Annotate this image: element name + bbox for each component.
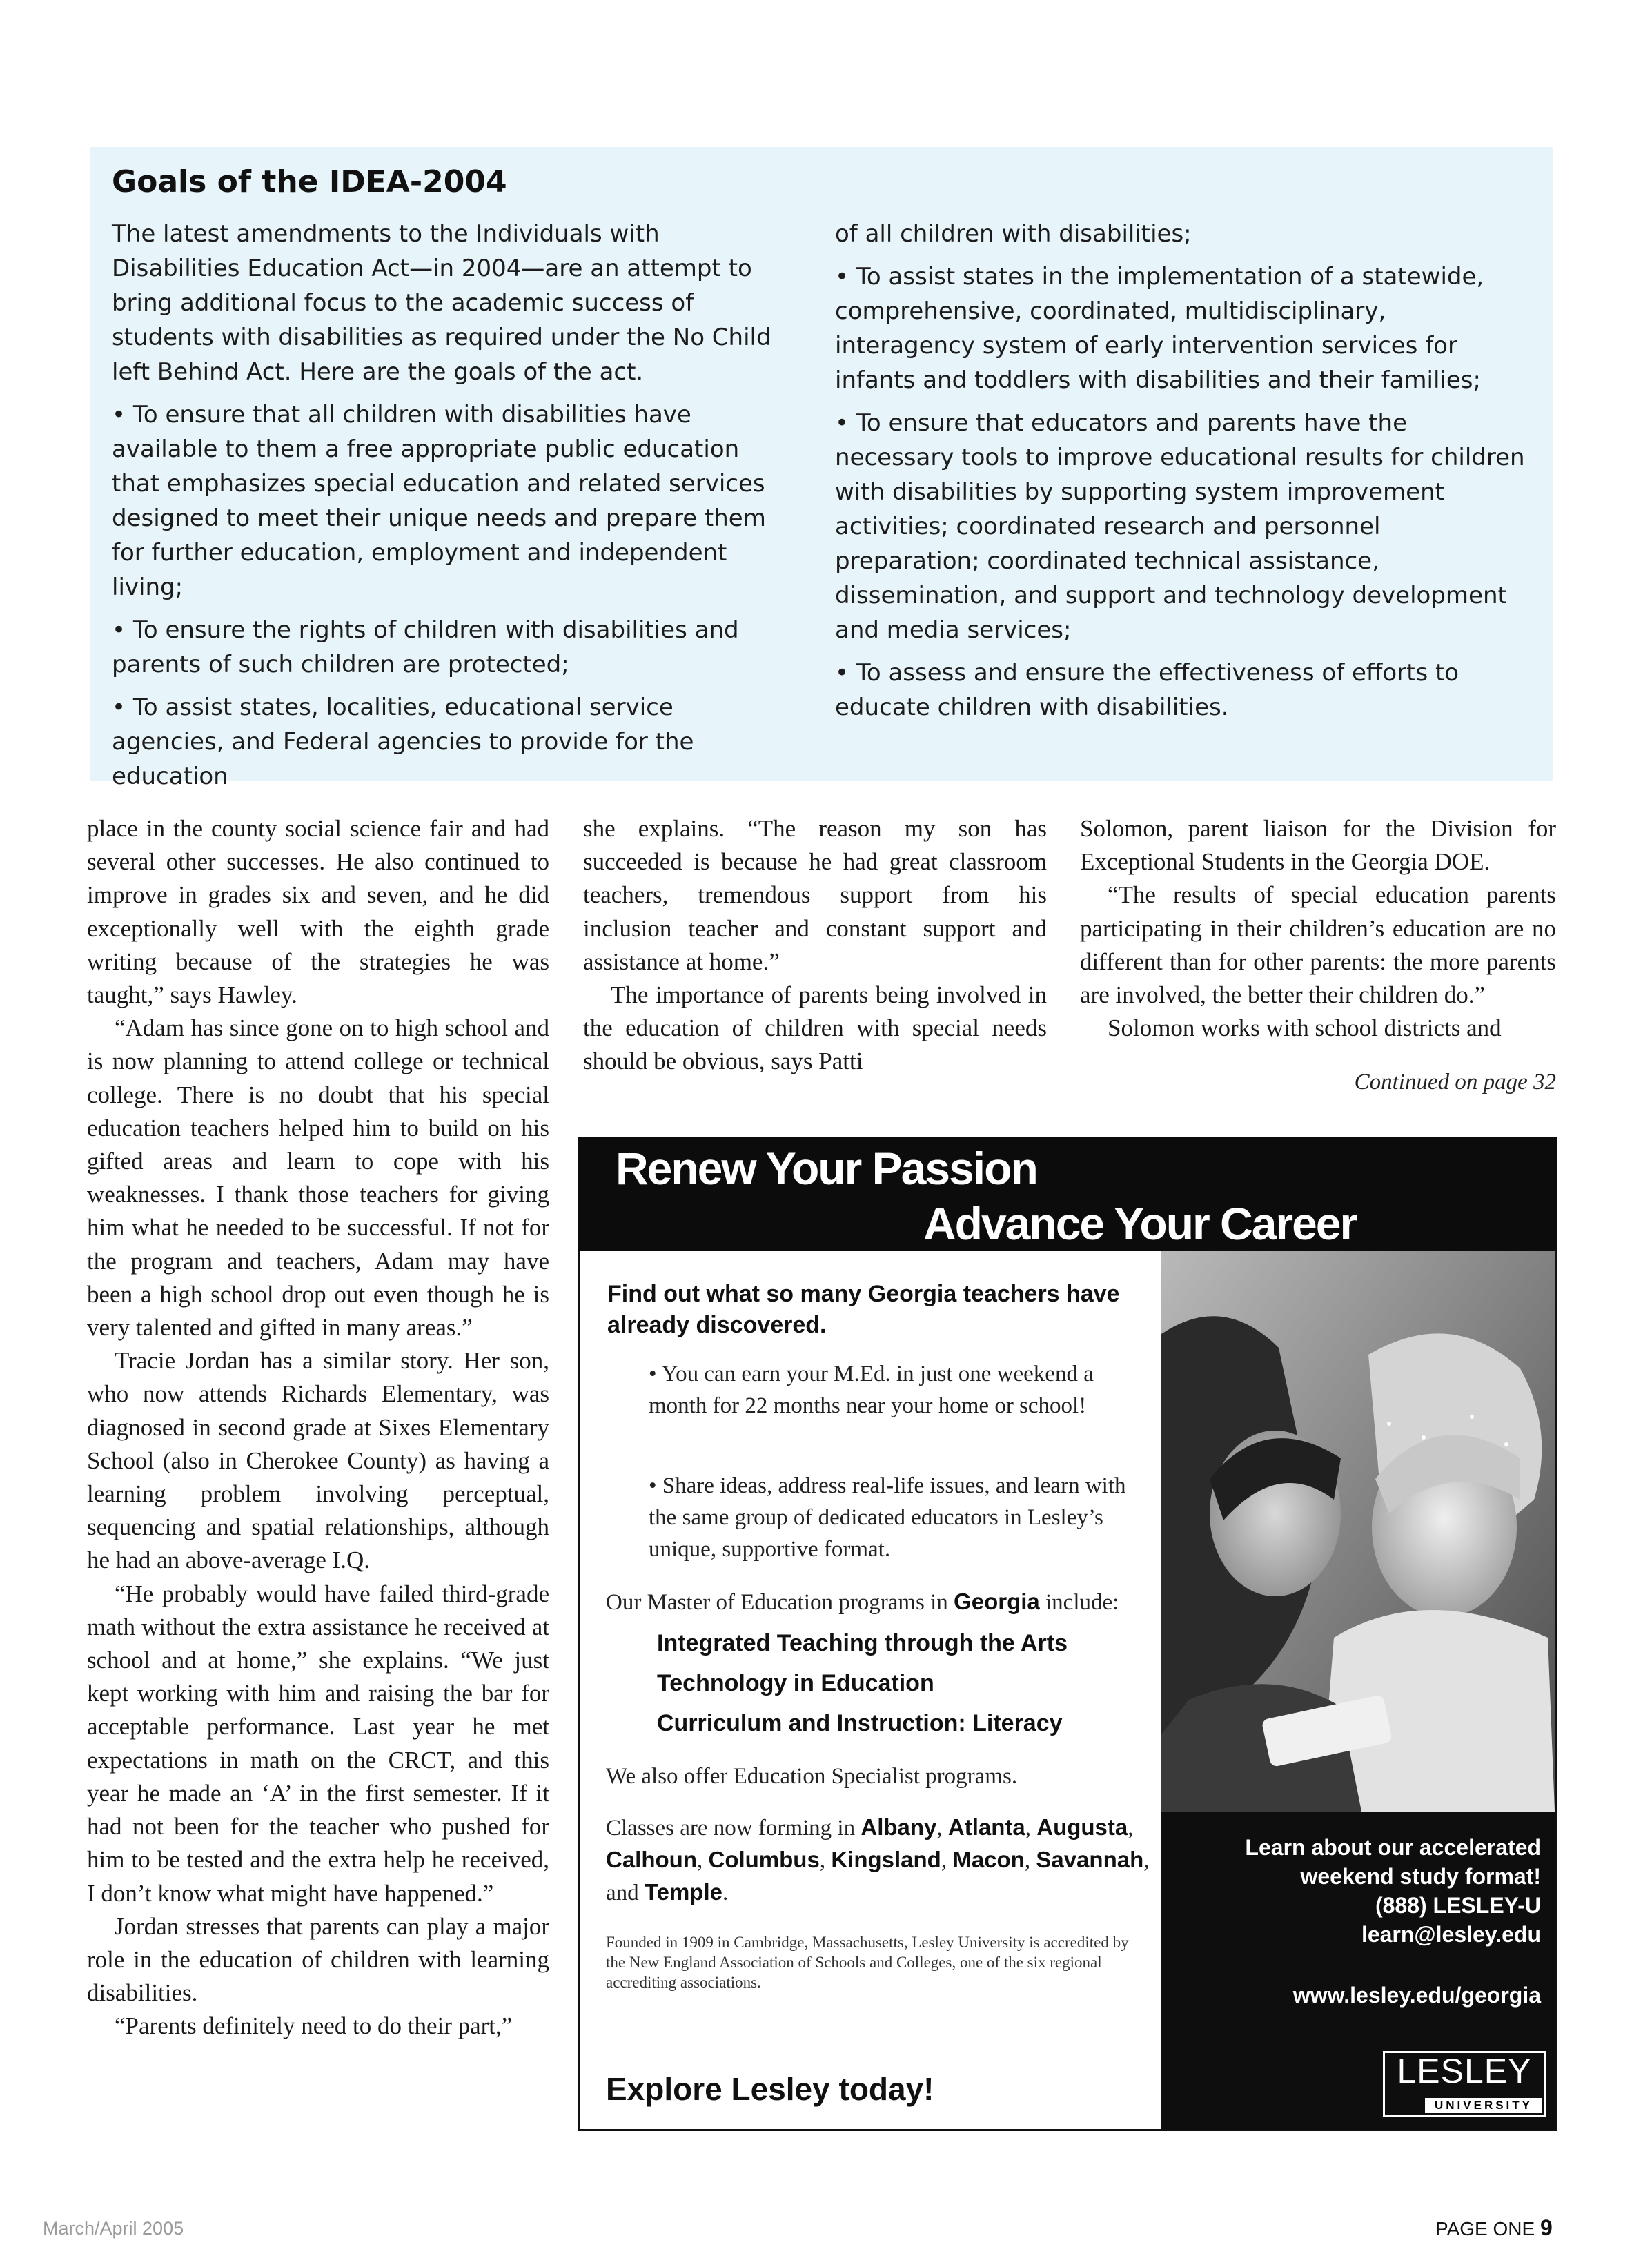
ad-city: Macon [952,1847,1025,1872]
goals-bullet: • To assist states, localities, educational service agencies, and Federal agencies to provide for the education [112,694,694,790]
goals-bullet: • To ensure that all children with disabilities have available to them a free appropriate public education that emphasizes special education and related services designed to meet their unique needs and prepare them for further education, employment and independent living; [112,401,766,601]
ad-headline-1: Renew Your Passion [616,1143,1037,1194]
lesley-logo-subtitle: UNIVERSITY [1425,2098,1542,2113]
article-column-3 [1080,812,1556,1045]
ad-city: Calhoun [606,1847,697,1872]
goals-bullet-continued: of all children with disabilities; [835,220,1192,248]
goals-bullet: • To ensure the rights of children with disabilities and parents of such children are protected; [112,616,739,678]
ad-program: Technology in Education [657,1670,934,1696]
goals-title: Goals of the IDEA-2004 [112,164,507,199]
ad-programs-intro-text: Our Master of Education programs in [606,1590,954,1615]
ad-intro: Find out what so many Georgia teachers have already discovered. [607,1281,1120,1338]
goals-left-column [112,217,788,802]
article-paragraph: “The results of special education parents participating in their children’s education are no different than for other parents: the more parents are involved, the better their children do.” [1080,881,1556,1009]
article-paragraph: “He probably would have failed third-grade math without the extra assistance he received at school and at home,” she explains. “We just kept working with him and raising the bar for acceptable performance. Last year he met expectations in math on the CRCT, and this year he made an ‘A’ in the first semester. If it had not been for the teacher who pushed for him to be tested and the extra help he received, I don’t know what might have happened.” [87,1580,549,1907]
ad-city: Augusta [1036,1814,1128,1840]
ad-classes-prefix: Classes are now forming in [606,1816,861,1841]
ad-specialist-note: We also offer Education Specialist programs. [606,1764,1018,1789]
article-paragraph: place in the county social science fair and had several other successes. He also continued to improve in grades six and seven, and he did exceptionally well with the eighth grade writing because of the strategies he was taught,” says Hawley. [87,815,549,1009]
goals-bullet: • To assist states in the implementation of a statewide, comprehensive, coordinated, multidisciplinary, interagency system of early intervention services for infants and toddlers with disabilities and their families; [835,263,1484,394]
article-paragraph: she explains. “The reason my son has succeeded is because he had great classroom teachers, tremendous support from his inclusion teacher and constant support and assistance at home.” [583,815,1047,975]
ad-city: Albany [861,1814,937,1840]
ad-website-link[interactable]: www.lesley.edu/georgia [1292,1983,1541,2008]
ad-email-link[interactable]: learn@lesley.edu [1361,1922,1541,1947]
ad-photo-teacher-and-child [1161,1251,1555,1812]
article-paragraph: Tracie Jordan has a similar story. Her son, who now attends Richards Elementary, was diagnosed in second grade at Sixes Elementary School (also in Cherokee County) as having a learning problem involving perceptual, sequencing and spatial relationships, although he had an above-average I.Q. [87,1347,549,1574]
ad-learn-more: Learn about our accelerated weekend study format! [1245,1835,1541,1889]
goals-bullet: • To assess and ensure the effectiveness of efforts to educate children with disabilities. [835,659,1459,721]
ad-classes-and: and [606,1881,639,1905]
article-paragraph: The importance of parents being involved in the education of children with special needs should be obvious, says Patti [583,981,1047,1075]
article-paragraph: Jordan stresses that parents can play a major role in the education of children with learning disabilities. [87,1912,549,2007]
article-paragraph: Solomon works with school districts and [1108,1014,1502,1042]
article-column-1 [87,812,549,2043]
ad-phone: (888) LESLEY-U [1375,1893,1541,1918]
article-paragraph: “Adam has since gone on to high school and is now planning to attend college or technical college. There is no doubt that his special education teachers helped him to build on his gifted areas and learn to cope with his weaknesses. I thank those teachers for giving him what he needed to be successful. If not for the program and teachers, Adam may have been a high school drop out even though he is very talented and gifted in many areas.” [87,1014,549,1342]
footer-publication: PAGE ONE [1435,2218,1535,2239]
ad-programs-intro-end: include: [1039,1590,1119,1615]
footer-page-number [1435,2215,1553,2241]
ad-program: Integrated Teaching through the Arts [657,1630,1068,1656]
ad-class-locations: Classes are now forming in Albany, Atlanta, Augusta, Calhoun, Columbus, Kingsland, Macon, Savannah, and Temple. [606,1814,1150,1905]
ad-accreditation-note: Founded in 1909 in Cambridge, Massachusetts, Lesley University is accredited by the New England Association of Schools and Colleges, one of the six regional accrediting associations. [606,1934,1129,1991]
ad-city: Savannah [1036,1847,1144,1872]
ad-bullet: • You can earn your M.Ed. in just one weekend a month for 22 months near your home or school! [649,1362,1094,1418]
footer-issue-date: March/April 2005 [43,2218,184,2239]
article-paragraph: “Parents definitely need to do their part,” [115,2012,513,2040]
footer-page-num: 9 [1540,2215,1553,2240]
ad-call-to-action: Explore Lesley today! [606,2071,934,2107]
ad-program: Curriculum and Instruction: Literacy [657,1710,1063,1736]
lesley-logo-name: LESLEY [1397,2052,1532,2090]
ad-city: Columbus [708,1847,820,1872]
goals-bullet: • To ensure that educators and parents have the necessary tools to improve educational results for children with disabilities by supporting system improvement activities; coordinated research and personnel preparation; coordinated technical assistance, dissemination, and support and technology development and media services; [835,409,1525,644]
ad-photo-illustration [1161,1251,1555,1812]
ad-headline-2: Advance Your Career [923,1198,1357,1249]
article-column-2 [583,812,1047,1079]
continued-on-page: Continued on page 32 [1354,1070,1556,1095]
ad-city: Atlanta [947,1814,1025,1840]
ad-programs-state: Georgia [954,1589,1040,1614]
ad-bullet: • Share ideas, address real-life issues, and learn with the same group of dedicated educators in Lesley’s unique, supportive format. [649,1473,1126,1562]
goals-right-column [835,217,1532,733]
article-paragraph: Solomon, parent liaison for the Division for Exceptional Students in the Georgia DOE. [1080,815,1556,876]
goals-intro: The latest amendments to the Individuals with Disabilities Education Act—in 2004—are an attempt to bring additional focus to the academic success of students with disabilities as required under the No Child left Behind Act. Here are the goals of the act. [112,220,771,386]
ad-city: Kingsland [831,1847,941,1872]
ad-programs-intro [606,1589,1119,1616]
ad-city: Temple [644,1879,722,1905]
